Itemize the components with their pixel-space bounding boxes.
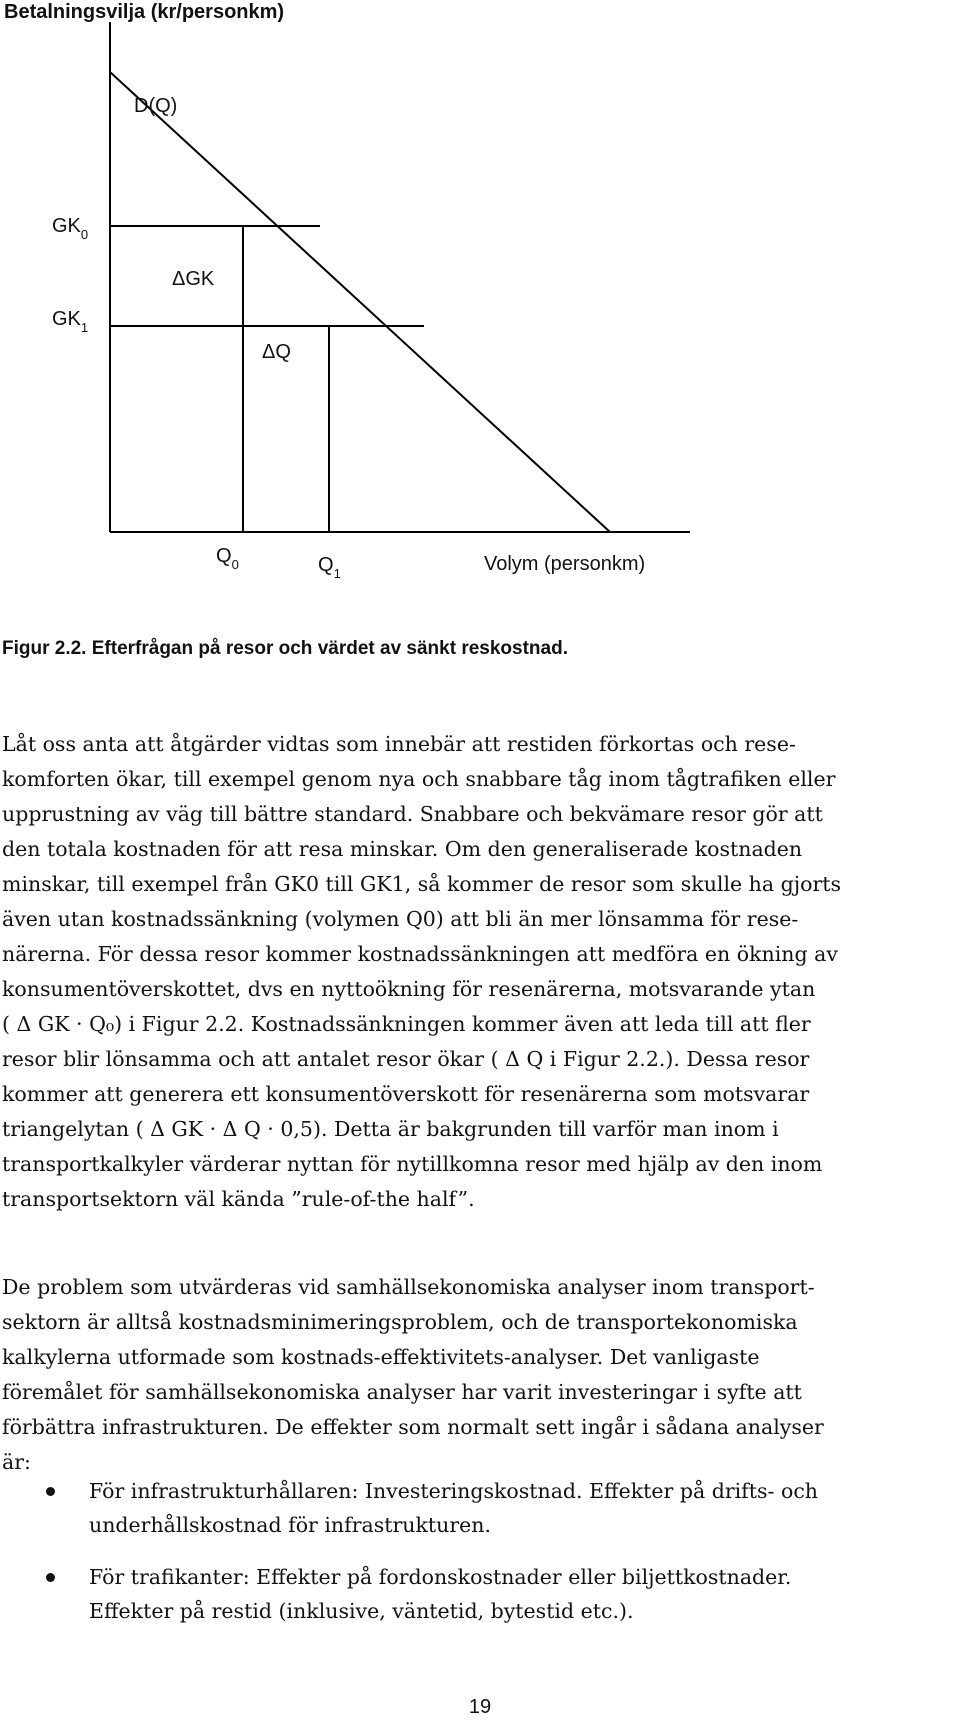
text-line: komforten ökar, till exempel genom nya och snabbare tåg inom tågtrafiken eller [2, 767, 836, 791]
text-line: även utan kostnadssänkning (volymen Q0) att bli än mer lönsamma för rese- [2, 907, 799, 931]
effects-list [0, 1474, 818, 1646]
demand-label: D(Q) [134, 95, 178, 117]
text-line: resor blir lönsamma och att antalet resor ökar ( Δ Q i Figur 2.2.). Dessa resor [2, 1047, 810, 1071]
text-line: sektorn är alltså kostnadsminimeringsproblem, och de transportekonomiska [2, 1310, 798, 1334]
text-line: föremålet för samhällsekonomiska analyser har varit investeringar i syfte att [2, 1380, 802, 1404]
bullet-icon [46, 1573, 55, 1582]
text-line: triangelytan ( Δ GK · Δ Q · 0,5). Detta är bakgrunden till varför man inom i [2, 1117, 779, 1141]
text-line: konsumentöverskottet, dvs en nyttoökning för resenärerna, motsvarande ytan [2, 977, 816, 1001]
delta-gk-label: ΔGK [172, 268, 215, 290]
text-line: De problem som utvärderas vid samhällsekonomiska analyser inom transport- [2, 1275, 815, 1299]
text-line: Effekter på restid (inklusive, väntetid, bytestid etc.). [89, 1599, 634, 1623]
text-line: För infrastrukturhållaren: Investeringskostnad. Effekter på drifts- och [89, 1479, 819, 1503]
text-line: är: [2, 1450, 31, 1474]
text-line: transportkalkyler värderar nyttan för nytillkomna resor med hjälp av den inom [2, 1152, 823, 1176]
paragraph-analysis-problems [2, 1270, 950, 1480]
text-line: Låt oss anta att åtgärder vidtas som innebär att restiden förkortas och rese- [2, 732, 796, 756]
list-item [0, 1560, 818, 1628]
text-line: minskar, till exempel från GK0 till GK1, så kommer de resor som skulle ha gjorts [2, 872, 841, 896]
text-line: ( Δ GK · Q₀) i Figur 2.2. Kostnadssänkningen kommer även att leda till att fler [2, 1012, 811, 1036]
text-line: kommer att generera ett konsumentöverskott för resenärerna som motsvarar [2, 1082, 810, 1106]
text-line: upprustning av väg till bättre standard. Snabbare och bekvämare resor gör att [2, 802, 823, 826]
text-line: kalkylerna utformade som kostnads-effektivitets-analyser. Det vanligaste [2, 1345, 760, 1369]
q1-label: $Q_1$ [318, 554, 341, 581]
text-line: underhållskostnad för infrastrukturen. [89, 1513, 491, 1537]
text-line: förbättra infrastrukturen. De effekter som normalt sett ingår i sådana analyser [2, 1415, 824, 1439]
bullet-icon [46, 1487, 55, 1496]
x-axis-label: Volym (personkm) [484, 553, 646, 575]
delta-q-label: ΔQ [262, 341, 291, 363]
paragraph-consumer-surplus [2, 727, 950, 1217]
text-line: För trafikanter: Effekter på fordonskostnader eller biljettkostnader. [89, 1565, 792, 1589]
demand-diagram [0, 0, 960, 600]
demand-curve [110, 72, 610, 532]
text-line: den totala kostnaden för att resa minskar. Om den generaliserade kostnaden [2, 837, 803, 861]
y-axis-label: Betalningsvilja (kr/personkm) [4, 1, 285, 23]
text-line: transportsektorn väl kända ”rule-of-the half”. [2, 1187, 475, 1211]
gk1-label: $GK_1$ [52, 308, 89, 335]
list-item [0, 1474, 818, 1542]
page-number: 19 [468, 1696, 492, 1718]
q0-label: $Q_0$ [216, 545, 239, 572]
gk0-label: $GK_0$ [52, 215, 89, 242]
text-line: närerna. För dessa resor kommer kostnadssänkningen att medföra en ökning av [2, 942, 838, 966]
figure-caption: Figur 2.2. Efterfrågan på resor och värdet av sänkt reskostnad. [2, 638, 568, 659]
